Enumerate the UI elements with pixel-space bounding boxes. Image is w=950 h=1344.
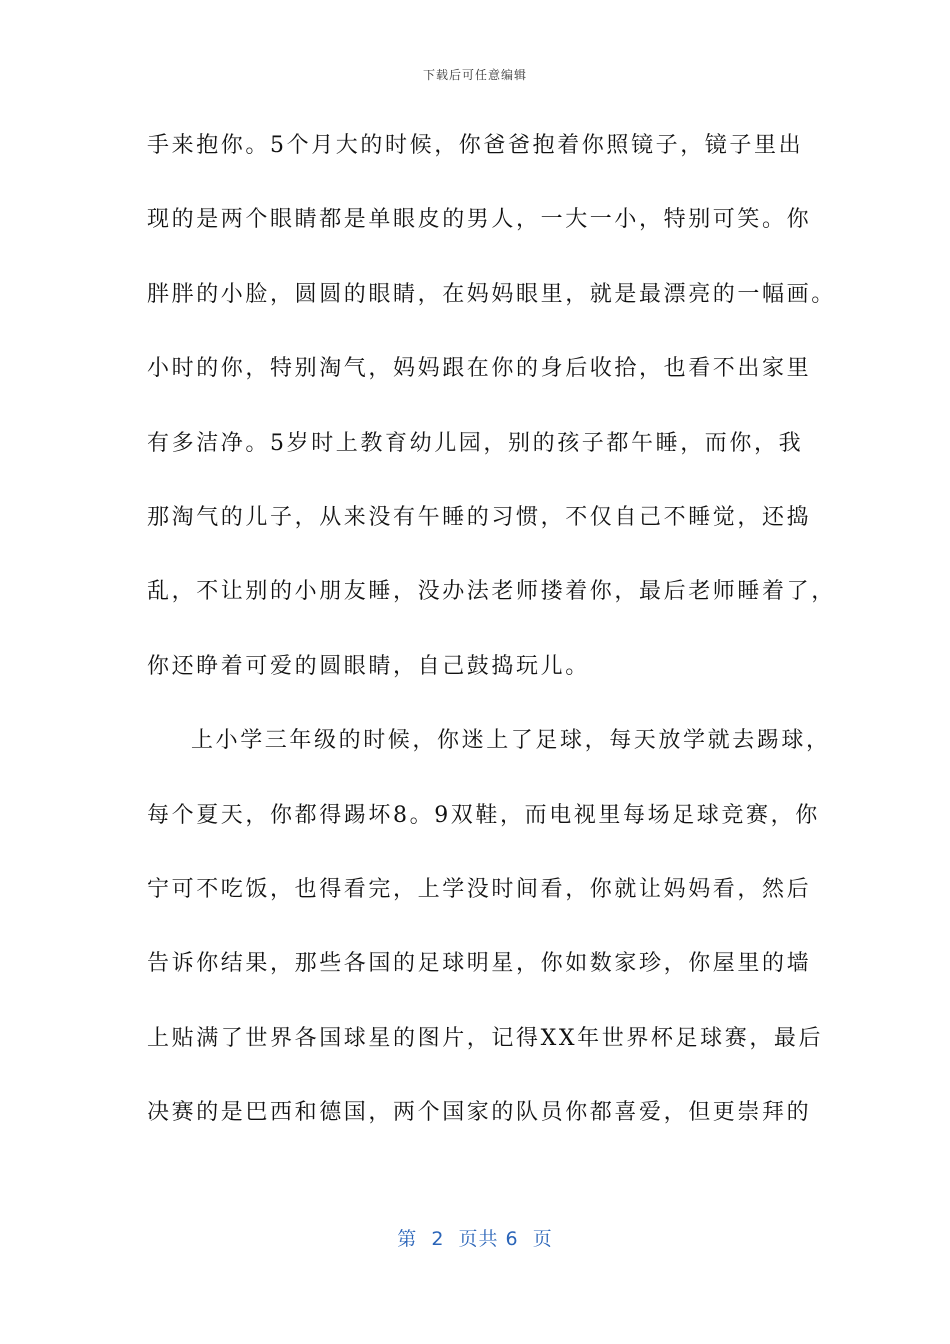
page-number-footer: 第 2 页共 6 页 — [397, 1228, 553, 1250]
text-line: 手来抱你。5个月大的时候，你爸爸抱着你照镜子，镜子里出 — [147, 133, 804, 158]
text-line: 胖胖的小脸，圆圆的眼睛，在妈妈眼里，就是最漂亮的一幅画。 — [147, 281, 836, 307]
text-line: 那淘气的儿子，从来没有午睡的习惯，不仅自己不睡觉，还捣 — [147, 504, 812, 530]
text-line: 你还睁着可爱的圆眼睛，自己鼓捣玩儿。 — [147, 653, 590, 679]
page-header: 下载后可任意编辑 — [422, 68, 527, 82]
text-line: 现的是两个眼睛都是单眼皮的男人，一大一小，特别可笑。你 — [147, 207, 812, 233]
text-line: 告诉你结果，那些各国的足球明星，你如数家珍，你屋里的墙 — [147, 951, 812, 977]
text-line: 小时的你，特别淘气，妈妈跟在你的身后收拾，也看不出家里 — [147, 356, 812, 382]
paragraph-first-line: 上小学三年级的时候，你迷上了足球，每天放学就去踢球， — [191, 728, 831, 754]
body-text — [147, 122, 836, 1163]
text-line: 决赛的是巴西和德国，两个国家的队员你都喜爱，但更崇拜的 — [147, 1100, 812, 1126]
text-line: 有多洁净。5岁时上教育幼儿园，别的孩子都午睡，而你，我 — [147, 430, 804, 456]
text-line: 乱，不让别的小朋友睡，没办法老师搂着你，最后老师睡着了， — [147, 579, 836, 605]
text-line: 宁可不吃饭，也得看完，上学没时间看，你就让妈妈看，然后 — [147, 876, 812, 902]
text-line: 每个夏天，你都得踢坏8。9双鞋，而电视里每场足球竞赛，你 — [147, 802, 820, 828]
text-line: 上贴满了世界各国球星的图片，记得XX年世界杯足球赛，最后 — [147, 1025, 824, 1051]
